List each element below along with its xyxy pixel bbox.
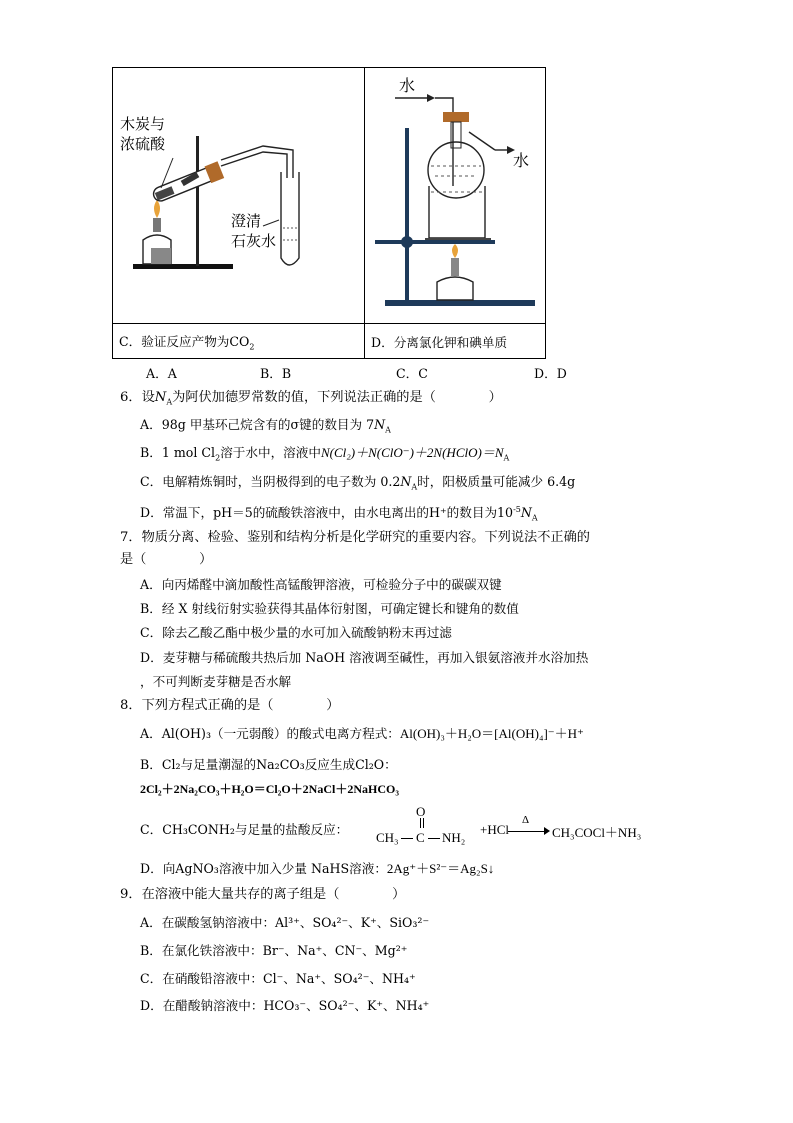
q9-option-a: A．在碳酸氢钠溶液中：Al³⁺、SO₄²⁻、K⁺、SiO₃²⁻: [140, 915, 430, 930]
q7-stem-line1: 7．物质分离、检验、鉴别和结构分析是化学研究的重要内容。下列说法不正确的: [120, 530, 590, 545]
q6-option-c: C．电解精炼铜时，当阴极得到的电子数为 $0.2N_A$时，阳极质量可能减少 6.4g: [140, 474, 576, 492]
apparatus-d-illustration: [365, 68, 545, 323]
q9-option-c: C．在硝酸铅溶液中：Cl⁻、Na⁺、SO₄²⁻、NH₄⁺: [140, 971, 416, 986]
q8-c-products: CH₃COCl＋NH₃: [552, 825, 642, 840]
q8-c-oxygen: O: [416, 804, 426, 819]
q7-stem-line2: 是（ ）: [120, 552, 213, 567]
q5-answer-c: C．C: [396, 366, 428, 381]
q9-stem: 9．在溶液中能大量共存的离子组是（ ）: [120, 887, 406, 902]
q7-option-d-line1: D．麦芽糖与稀硫酸共热后加 NaOH 溶液调至碱性，再加入银氨溶液并水浴加热: [140, 650, 589, 665]
q8-c-ch3: CH₃: [376, 830, 399, 845]
label-conc-sulfuric: 浓硫酸: [120, 135, 166, 153]
q8-option-d: D．向AgNO₃溶液中加入少量 NaHS溶液：2Ag⁺＋S²⁻＝Ag₂S↓: [140, 861, 495, 876]
q8-c-arrow-head: [544, 827, 550, 835]
q9-option-d: D．在醋酸钠溶液中：HCO₃⁻、SO₄²⁻、K⁺、NH₄⁺: [140, 998, 430, 1013]
label-water-out: 水: [513, 151, 530, 170]
q8-c-bond-left: [401, 838, 413, 839]
q8-c-delta: Δ: [522, 814, 530, 826]
q9-option-b: B．在氯化铁溶液中：Br⁻、Na⁺、CN⁻、Mg²⁺: [140, 943, 408, 958]
q6-stem: 6．设$N_A$为阿伏加德罗常数的值，下列说法正确的是（ ）: [120, 390, 502, 407]
label-charcoal: 木炭与: [120, 115, 166, 133]
q8-option-c: C．CH₃CONH₂与足量的盐酸反应：: [140, 822, 349, 837]
caption-d: D．分离氯化钾和碘单质: [365, 324, 546, 359]
label-limewater: 石灰水: [231, 232, 277, 250]
label-water-in: 水: [399, 76, 416, 95]
q8-c-double-bond-1: [420, 818, 422, 828]
q8-stem: 8．下列方程式正确的是（ ）: [120, 698, 340, 713]
q8-c-carbon: C: [416, 830, 425, 845]
caption-c: C．验证反应产物为$CO_2$: [113, 324, 365, 359]
apparatus-c-illustration: [113, 68, 364, 323]
label-clear: 澄清: [231, 212, 262, 230]
q5-answer-d: D．D: [534, 366, 567, 381]
q7-option-d-line2: ，不可判断麦芽糖是否水解: [140, 674, 292, 689]
q8-c-arrow-line: [508, 831, 548, 832]
q6-option-b: B．1 mol $Cl_2$溶于水中，溶液中$N(Cl_2)+N(ClO^-)+2N(HClO)=N_A$: [140, 445, 510, 463]
q7-option-b: B．经 X 射线衍射实验获得其晶体衍射图，可确定键长和键角的数值: [140, 601, 519, 616]
q8-option-b-equation: 2Cl₂＋2Na₂CO₃＋H₂O＝Cl₂O＋2NaCl＋2NaHCO₃: [140, 782, 399, 796]
q5-answer-b: B．B: [260, 366, 292, 381]
figure-table: [112, 67, 546, 359]
q7-option-c: C．除去乙酸乙酯中极少量的水可加入硫酸钠粉末再过滤: [140, 625, 452, 640]
q8-c-double-bond-2: [423, 818, 425, 828]
q6-option-a: A．98g 甲基环己烷含有的σ键的数目为 $7N_A$: [140, 417, 391, 435]
q8-c-nh2: NH₂: [442, 830, 466, 845]
q8-c-bond-right: [428, 838, 440, 839]
q8-option-a: A．Al(OH)₃（一元弱酸）的酸式电离方程式：Al(OH)₃＋H₂O＝[Al(OH)₄]⁻＋H⁺: [140, 726, 584, 741]
q8-option-b: B．Cl₂与足量潮湿的Na₂CO₃反应生成Cl₂O：: [140, 757, 397, 772]
figure-cell-d: [365, 68, 546, 324]
figure-cell-c: [113, 68, 365, 324]
q6-option-d: D．常温下，pH＝5的硫酸铁溶液中，由水电离出的H⁺的数目为$10^{-5}N_A$: [140, 505, 538, 523]
q7-option-a: A．向丙烯醛中滴加酸性高锰酸钾溶液，可检验分子中的碳碳双键: [140, 577, 502, 592]
q8-c-hcl: +HCl: [480, 822, 510, 837]
q5-answer-a: A．A: [146, 366, 177, 381]
